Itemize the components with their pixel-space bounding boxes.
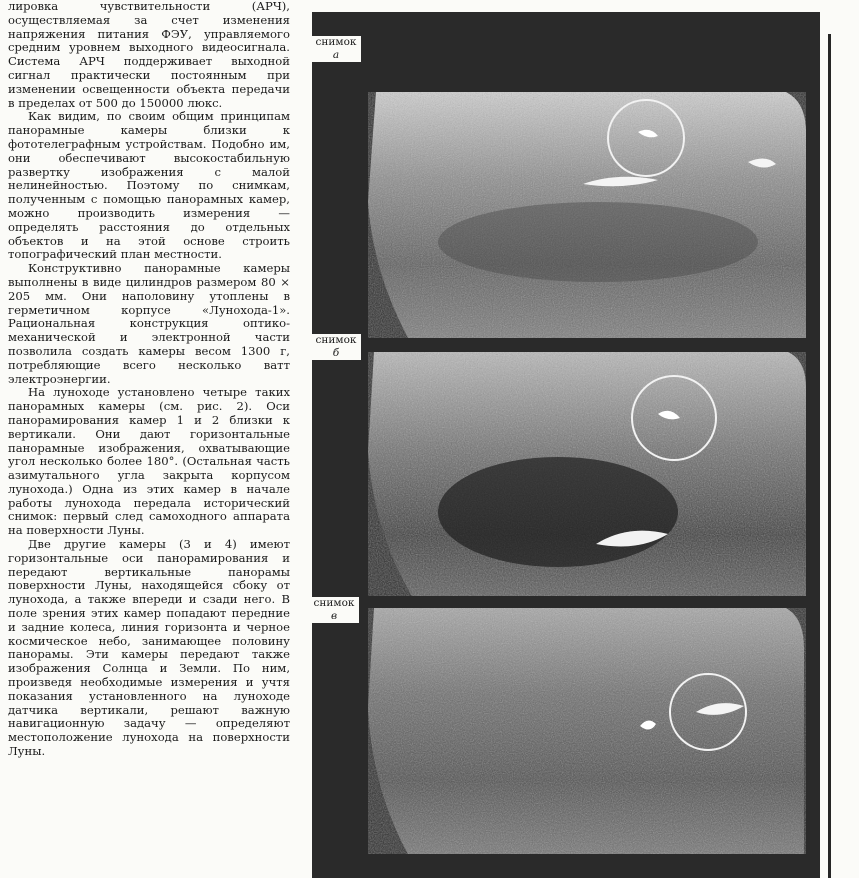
article-text-column [8, 0, 290, 759]
paragraph-5: Две другие камеры (3 и 4) имеют горизонтальные оси панорамирования и передают вертикальные панорамы поверхности Луны, находящейся сбоку от лунохода, а также впереди и сзади него. В поле зрения этих камер попадают передние и задние колеса, линия горизонта и черное космическое небо, занимающее половину панорамы. Эти камеры передают также изображения Солнца и Земли. По ним, произведя необходимые измерения и учтя показания установленного на луноходе датчика вертикали, решают важную навигационную задачу — определяют местоположение лунохода на поверхности Луны. [8, 537, 290, 759]
caption-photo-b: снимок б [311, 334, 361, 360]
caption-photo-c: снимок в [309, 597, 359, 623]
paragraph-3: Конструктивно панорамные камеры выполнены в виде цилиндров размером 80 × 205 мм. Они наполовину утоплены в герметичном корпусе «Лунохода-1». Рациональная конструкция оптико-механической и электронной части позволила создать камеры весом 1300 г, потребляющие всего несколько ватт электроэнергии. [8, 261, 290, 386]
film-strip-edge [828, 34, 831, 878]
caption-photo-a: снимок а [311, 36, 361, 62]
paragraph-4: На луноходе установлено четыре таких панорамных камеры (см. рис. 2). Оси панорамирования камер 1 и 2 близки к вертикали. Они дают горизонтальные панорамные изображения, охватывающие угол несколько более 180°. (Остальная часть азимутального угла закрыта корпусом лунохода.) Одна из этих камер в начале работы лунохода передала исторический снимок: первый след самоходного аппарата на поверхности Луны. [8, 385, 290, 538]
lunar-photo-b [368, 352, 806, 596]
paragraph-1: лировка чувствительности (АРЧ), осуществляемая за счет изменения напряжения питания ФЭУ, управляемого средним уровнем выходного видеосигнала. Система АРЧ поддерживает выходной сигнал практически постоянным при изменении освещенности объекта передачи в пределах от 500 до 150000 люкс. [8, 0, 290, 110]
lunar-photo-a [368, 92, 806, 338]
paragraph-2: Как видим, по своим общим принципам панорамные камеры близки к фототелеграфным устройствам. Подобно им, они обеспечивают высокостабильную развертку изображения с малой нелинейностью. Поэтому по снимкам, полученным с помощью панорамных камер, можно производить измерения — определять расстояния до отдельных объектов и на этой основе строить топографический план местности. [8, 109, 290, 262]
lunar-photo-c [368, 608, 806, 854]
